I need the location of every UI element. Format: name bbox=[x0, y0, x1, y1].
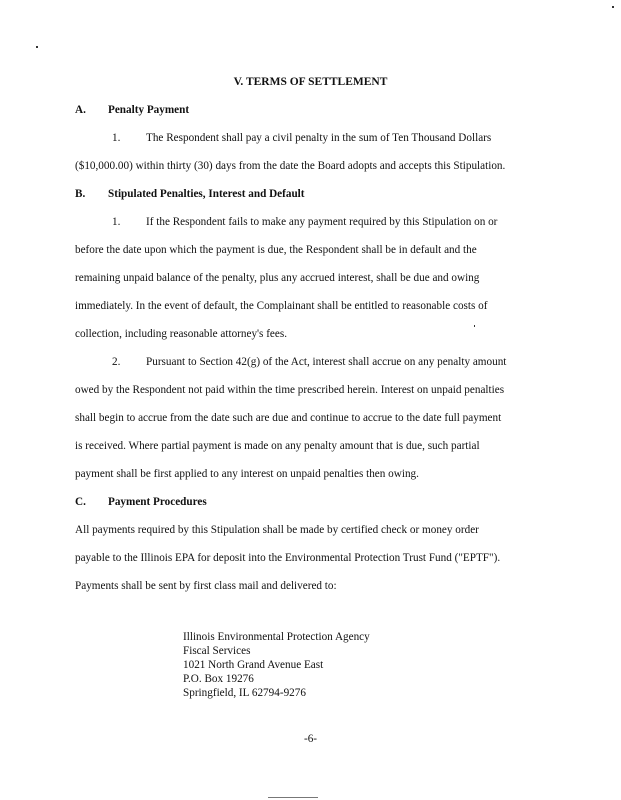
scan-speck bbox=[474, 325, 475, 327]
scan-speck bbox=[612, 6, 614, 8]
paragraph-line: payment shall be first applied to any interest on unpaid penalties then owing. bbox=[75, 468, 419, 480]
paragraph-line: All payments required by this Stipulation shall be made by certified check or money order bbox=[75, 524, 479, 536]
paragraph-line: is received. Where partial payment is made on any penalty amount that is due, such partial bbox=[75, 440, 480, 452]
paragraph-line: immediately. In the event of default, the Complainant shall be entitled to reasonable costs of bbox=[75, 300, 488, 312]
page-number: -6- bbox=[303, 733, 318, 745]
paragraph-line: remaining unpaid balance of the penalty, plus any accrued interest, shall be due and owing bbox=[75, 272, 480, 284]
address-line: Fiscal Services bbox=[183, 645, 251, 657]
paragraph-line: before the date upon which the payment is due, the Respondent shall be in default and the bbox=[75, 244, 477, 256]
paragraph-line: shall begin to accrue from the date such are due and continue to accrue to the date full payment bbox=[75, 412, 502, 424]
section-b-heading: Stipulated Penalties, Interest and Default bbox=[108, 188, 305, 200]
scan-speck bbox=[36, 46, 38, 48]
paragraph-line: The Respondent shall pay a civil penalty in the sum of Ten Thousand Dollars bbox=[146, 132, 492, 144]
paragraph-number: 1. bbox=[112, 132, 121, 144]
paragraph-line: payable to the Illinois EPA for deposit into the Environmental Protection Trust Fund ("EPTF"). bbox=[75, 552, 501, 564]
paragraph-line: ($10,000.00) within thirty (30) days from the date the Board adopts and accepts this Stipulation. bbox=[75, 160, 506, 172]
section-c-letter: C. bbox=[75, 496, 86, 508]
paragraph-line: Pursuant to Section 42(g) of the Act, interest shall accrue on any penalty amount bbox=[146, 356, 507, 368]
section-c-heading: Payment Procedures bbox=[108, 496, 207, 508]
section-a-letter: A. bbox=[75, 104, 86, 116]
address-line: 1021 North Grand Avenue East bbox=[183, 659, 324, 671]
scan-edge-line bbox=[268, 797, 318, 798]
section-b-letter: B. bbox=[75, 188, 86, 200]
address-line: Springfield, IL 62794-9276 bbox=[183, 687, 306, 699]
paragraph-number: 2. bbox=[112, 356, 121, 368]
paragraph-line: collection, including reasonable attorney's fees. bbox=[75, 328, 288, 340]
paragraph-line: owed by the Respondent not paid within the time prescribed herein. Interest on unpaid penalties bbox=[75, 384, 505, 396]
paragraph-number: 1. bbox=[112, 216, 121, 228]
paragraph-line: If the Respondent fails to make any payment required by this Stipulation on or bbox=[146, 216, 498, 228]
section-title: V. TERMS OF SETTLEMENT bbox=[233, 76, 388, 88]
section-a-heading: Penalty Payment bbox=[108, 104, 190, 116]
address-line: P.O. Box 19276 bbox=[183, 673, 254, 685]
address-line: Illinois Environmental Protection Agency bbox=[183, 631, 370, 643]
paragraph-line: Payments shall be sent by first class mail and delivered to: bbox=[75, 580, 337, 592]
